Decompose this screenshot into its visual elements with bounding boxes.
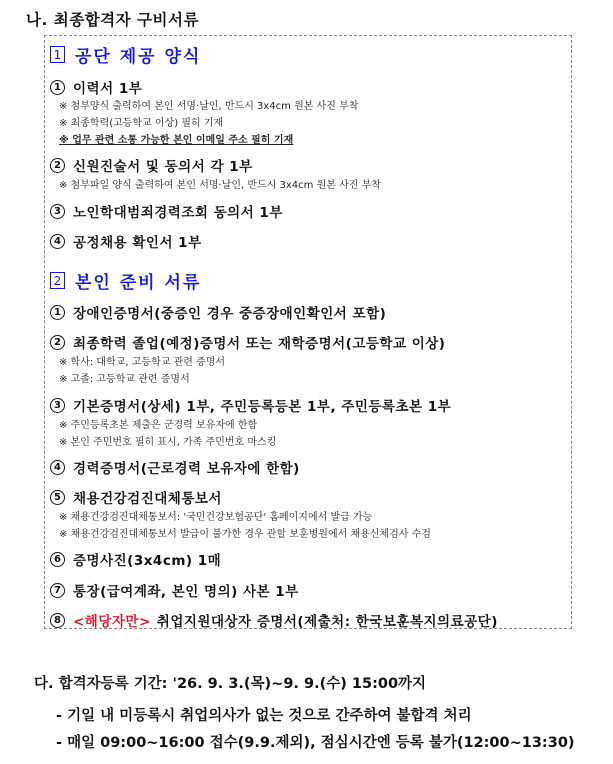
note-line: ※ 최종학력(고등학교 이상) 필히 기재 [59, 118, 224, 129]
section-title-text: 본인 준비 서류 [75, 273, 202, 293]
note-line-emphasis: ※ 업무 관련 소통 가능한 본인 이메일 주소 필히 기재 [59, 135, 294, 146]
circled-number: 7 [50, 583, 65, 598]
doc-item-label: 기본증명서(상세) 1부, 주민등록등본 1부, 주민등록초본 1부 [73, 399, 452, 415]
doc-item-label: 노인학대범죄경력조회 동의서 1부 [73, 205, 283, 221]
circled-number: 2 [50, 335, 65, 350]
circled-number: 3 [50, 398, 65, 413]
circled-number: 2 [50, 158, 65, 173]
circled-number: 1 [50, 305, 65, 320]
note-line: ※ 본인 주민번호 필히 표시, 가족 주민번호 마스킹 [59, 437, 277, 448]
doc-item-disability-cert [50, 302, 386, 322]
doc-item-label: 최종학력 졸업(예정)증명서 또는 재학증명서(고등학교 이상) [73, 336, 446, 352]
doc-item-fair-hiring [50, 231, 202, 251]
note-line: ※ 채용건강검진대체통보서: '국민건강보험공단' 홈페이지에서 발급 가능 [59, 512, 373, 523]
doc-item-graduation-cert [50, 332, 445, 352]
doc-item-elder-abuse-check [50, 201, 283, 221]
doc-item-label: 신원진술서 및 동의서 각 1부 [73, 159, 253, 175]
section-number-box: 2 [50, 272, 65, 289]
circled-number: 6 [50, 552, 65, 567]
doc-item-label: 통장(급여계좌, 본인 명의) 사본 1부 [73, 584, 299, 600]
circled-number: 3 [50, 204, 65, 219]
circled-number: 4 [50, 234, 65, 249]
note-line: ※ 채용건강검진대체통보서 발급이 불가한 경우 관할 보훈병원에서 채용신체검사 수검 [59, 529, 431, 540]
circled-number: 4 [50, 460, 65, 475]
doc-item-label: 취업지원대상자 증명서(제출처: 한국보훈복지의료공단) [156, 614, 498, 630]
section-title-self-prepared [50, 268, 201, 293]
applicable-only-tag: <해당자만> [73, 614, 151, 630]
note-line: ※ 주민등록초본 제출은 군경력 보유자에 한함 [59, 420, 258, 431]
circled-number: 1 [50, 80, 65, 95]
circled-number: 8 [50, 613, 65, 628]
doc-item-label: 공정채용 확인서 1부 [73, 235, 202, 251]
doc-item-employment-support [50, 610, 498, 630]
doc-item-career-cert [50, 457, 300, 477]
section-title-text: 공단 제공 양식 [75, 47, 202, 67]
section-title-provided-forms [50, 42, 201, 67]
doc-item-basic-cert [50, 395, 451, 415]
registration-period-heading: 다. 합격자등록 기간: '26. 9. 3.(목)~9. 9.(수) 15:00까지 [34, 676, 427, 692]
doc-item-label: 이력서 1부 [73, 81, 143, 97]
note-line: ※ 고졸: 고등학교 관련 증명서 [59, 374, 190, 385]
section-number-box: 1 [50, 46, 65, 63]
registration-rule-line: - 기일 내 미등록시 취업의사가 없는 것으로 간주하여 불합격 처리 [56, 708, 472, 724]
note-line: ※ 첨부양식 출력하여 본인 서명·날인, 반드시 3x4cm 원본 사진 부착 [59, 101, 359, 112]
doc-item-label: 장애인증명서(중증인 경우 중증장애인확인서 포함) [73, 306, 387, 322]
doc-item-label: 경력증명서(근로경력 보유자에 한함) [73, 461, 300, 477]
registration-rule-line: - 매일 09:00~16:00 접수(9.9.제외), 점심시간엔 등록 불가(12:00~13:30) [56, 735, 575, 751]
section-heading-na: 나. 최종합격자 구비서류 [26, 11, 199, 29]
note-line: ※ 첨부파일 양식 출력하여 본인 서명·날인, 반드시 3x4cm 원본 사진 부착 [59, 180, 381, 191]
doc-item-label: 채용건강검진대체통보서 [73, 491, 222, 507]
doc-item-photo [50, 549, 221, 569]
doc-item-bankbook [50, 580, 299, 600]
circled-number: 5 [50, 490, 65, 505]
doc-item-identity-statement [50, 155, 253, 175]
doc-item-health-check [50, 487, 222, 507]
doc-item-label: 증명사진(3x4cm) 1매 [73, 553, 222, 569]
note-line: ※ 학사: 대학교, 고등학교 관련 증명서 [59, 357, 226, 368]
doc-item-resume [50, 77, 142, 97]
